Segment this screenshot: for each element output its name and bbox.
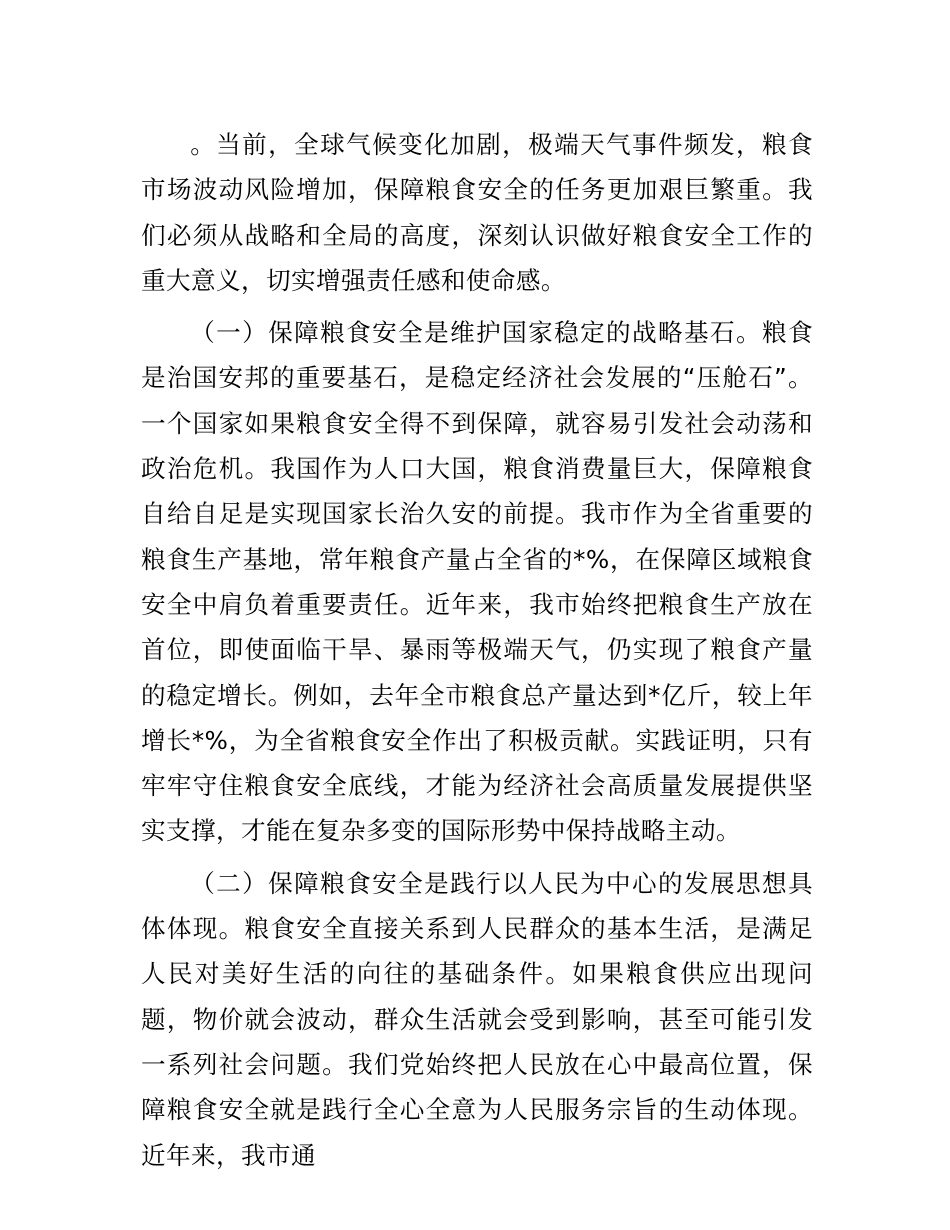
paragraph-section-two: （二）保障粮食安全是践行以人民为中心的发展思想具体体现。粮食安全直接关系到人民群众的基本生活，是满足人民对美好生活的向往的基础条件。如果粮食供应出现问题，物价就会波动，群众生活就会受到影响，甚至可能引发一系列社会问题。我们党始终把人民放在心中最高位置，保障粮食安全就是践行全心全意为人民服务宗旨的生动体现。近年来，我市通 bbox=[141, 868, 813, 1170]
paragraph-intro: 。当前，全球气候变化加剧，极端天气事件频发，粮食市场波动风险增加，保障粮食安全的任务更加艰巨繁重。我们必须从战略和全局的高度，深刻认识做好粮食安全工作的重大意义，切实增强责任感和使命感。 bbox=[141, 130, 813, 295]
paragraph-section-one: （一）保障粮食安全是维护国家稳定的战略基石。粮食是治国安邦的重要基石，是稳定经济社会发展的“压舱石”。一个国家如果粮食安全得不到保障，就容易引发社会动荡和政治危机。我国作为人口大国，粮食消费量巨大，保障粮食自给自足是实现国家长治久安的前提。我市作为全省重要的粮食生产基地，常年粮食产量占全省的*%，在保障区域粮食安全中肩负着重要责任。近年来，我市始终把粮食生产放在首位，即使面临干旱、暴雨等极端天气，仍实现了粮食产量的稳定增长。例如，去年全市粮食总产量达到*亿斤，较上年增长*%，为全省粮食安全作出了积极贡献。实践证明，只有牢牢守住粮食安全底线，才能为经济社会高质量发展提供坚实支撑，才能在复杂多变的国际形势中保持战略主动。 bbox=[141, 318, 813, 846]
document-body bbox=[141, 122, 813, 1185]
